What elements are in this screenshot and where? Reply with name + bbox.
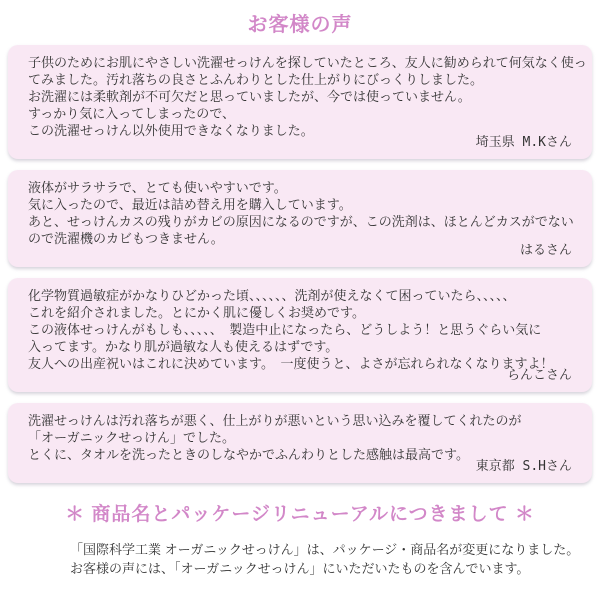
- testimonial-text: [28, 287, 572, 372]
- testimonial-text-line: 洗濯せっけんは汚れ落ちが悪く、仕上がりが悪いという思い込みを覆してくれたのが: [28, 413, 522, 428]
- testimonial-text-line: 化学物質過敏症がかなりひどかった頃、、、、、、洗剤が使えなくて困っていたら、、、、、: [28, 288, 516, 303]
- testimonial-text-line: ので洗濯機のカビもつきません。: [28, 231, 224, 246]
- testimonial-text-line: とくに、タオルを洗ったときのしなやかでふんわりとした感触は最高です。: [28, 447, 469, 462]
- notice-text: [70, 540, 600, 578]
- testimonial-text-line: これを紹介されました。とにかく肌に優しくお奨めです。: [28, 305, 365, 320]
- notice-heading: ＊ 商品名とパッケージリニューアルにつきまして ＊: [65, 504, 535, 525]
- testimonial-list: [0, 45, 600, 483]
- testimonial-text-line: 子供のためにお肌にやさしい洗濯せっけんを探していたところ、友人に勧められて何気なく使っ: [28, 55, 587, 70]
- testimonial-text-line: てみました。汚れ落ちの良さとふんわりとした仕上がりにびっくりしました。: [28, 72, 484, 87]
- testimonial-text-line: あと、せっけんカスの残りがカビの原因になるのですが、この洗剤は、ほとんどカスがでない: [28, 214, 574, 229]
- testimonial-text-line: 友人への出産祝いはこれに決めています。 一度使うと、よさが忘れられなくなりますよ！: [28, 356, 554, 371]
- testimonial-text-line: この洗濯せっけん以外使用できなくなりました。: [28, 123, 314, 138]
- testimonial-text-line: 入ってます。かなり肌が過敏な人も使えるはずです。: [28, 339, 339, 354]
- testimonial-text-line: 液体がサラサラで、とても使いやすいです。: [28, 180, 287, 195]
- testimonial-card: [8, 170, 592, 267]
- page-title: お客様の声: [247, 14, 353, 36]
- notice-text-line: 「国際科学工業 オーガニックせっけん」は、パッケージ・商品名が変更になりました。: [70, 542, 580, 557]
- testimonial-signature: はるさん: [519, 243, 572, 258]
- notice-text-line: お客様の声には、「オーガニックせっけん」にいただいたものを含んでいます。: [70, 561, 530, 576]
- testimonial-text: [28, 412, 572, 463]
- testimonial-text: [28, 54, 587, 139]
- testimonial-text-line: すっかり気に入ってしまったので、: [28, 106, 235, 121]
- testimonial-text: [28, 179, 572, 247]
- testimonial-signature: らんこさん: [506, 368, 572, 383]
- testimonial-card: [8, 403, 592, 483]
- testimonial-text-line: お洗濯には柔軟剤が不可欠だと思っていましたが、今では使っていません。: [28, 89, 471, 104]
- testimonial-text-line: 気に入ったので、最近は詰め替え用を購入しています。: [28, 197, 352, 212]
- testimonial-card: [8, 278, 592, 392]
- testimonial-text-line: 「オーガニックせっけん」でした。: [28, 430, 235, 445]
- testimonial-card: [8, 45, 592, 159]
- testimonial-signature: 埼玉県 M.Kさん: [475, 135, 572, 150]
- testimonial-text-line: この液体せっけんがもしも、、、、、 製造中止になったら、どうしよう！と思うぐらい気に: [28, 322, 542, 337]
- testimonial-signature: 東京都 S.Hさん: [475, 459, 572, 474]
